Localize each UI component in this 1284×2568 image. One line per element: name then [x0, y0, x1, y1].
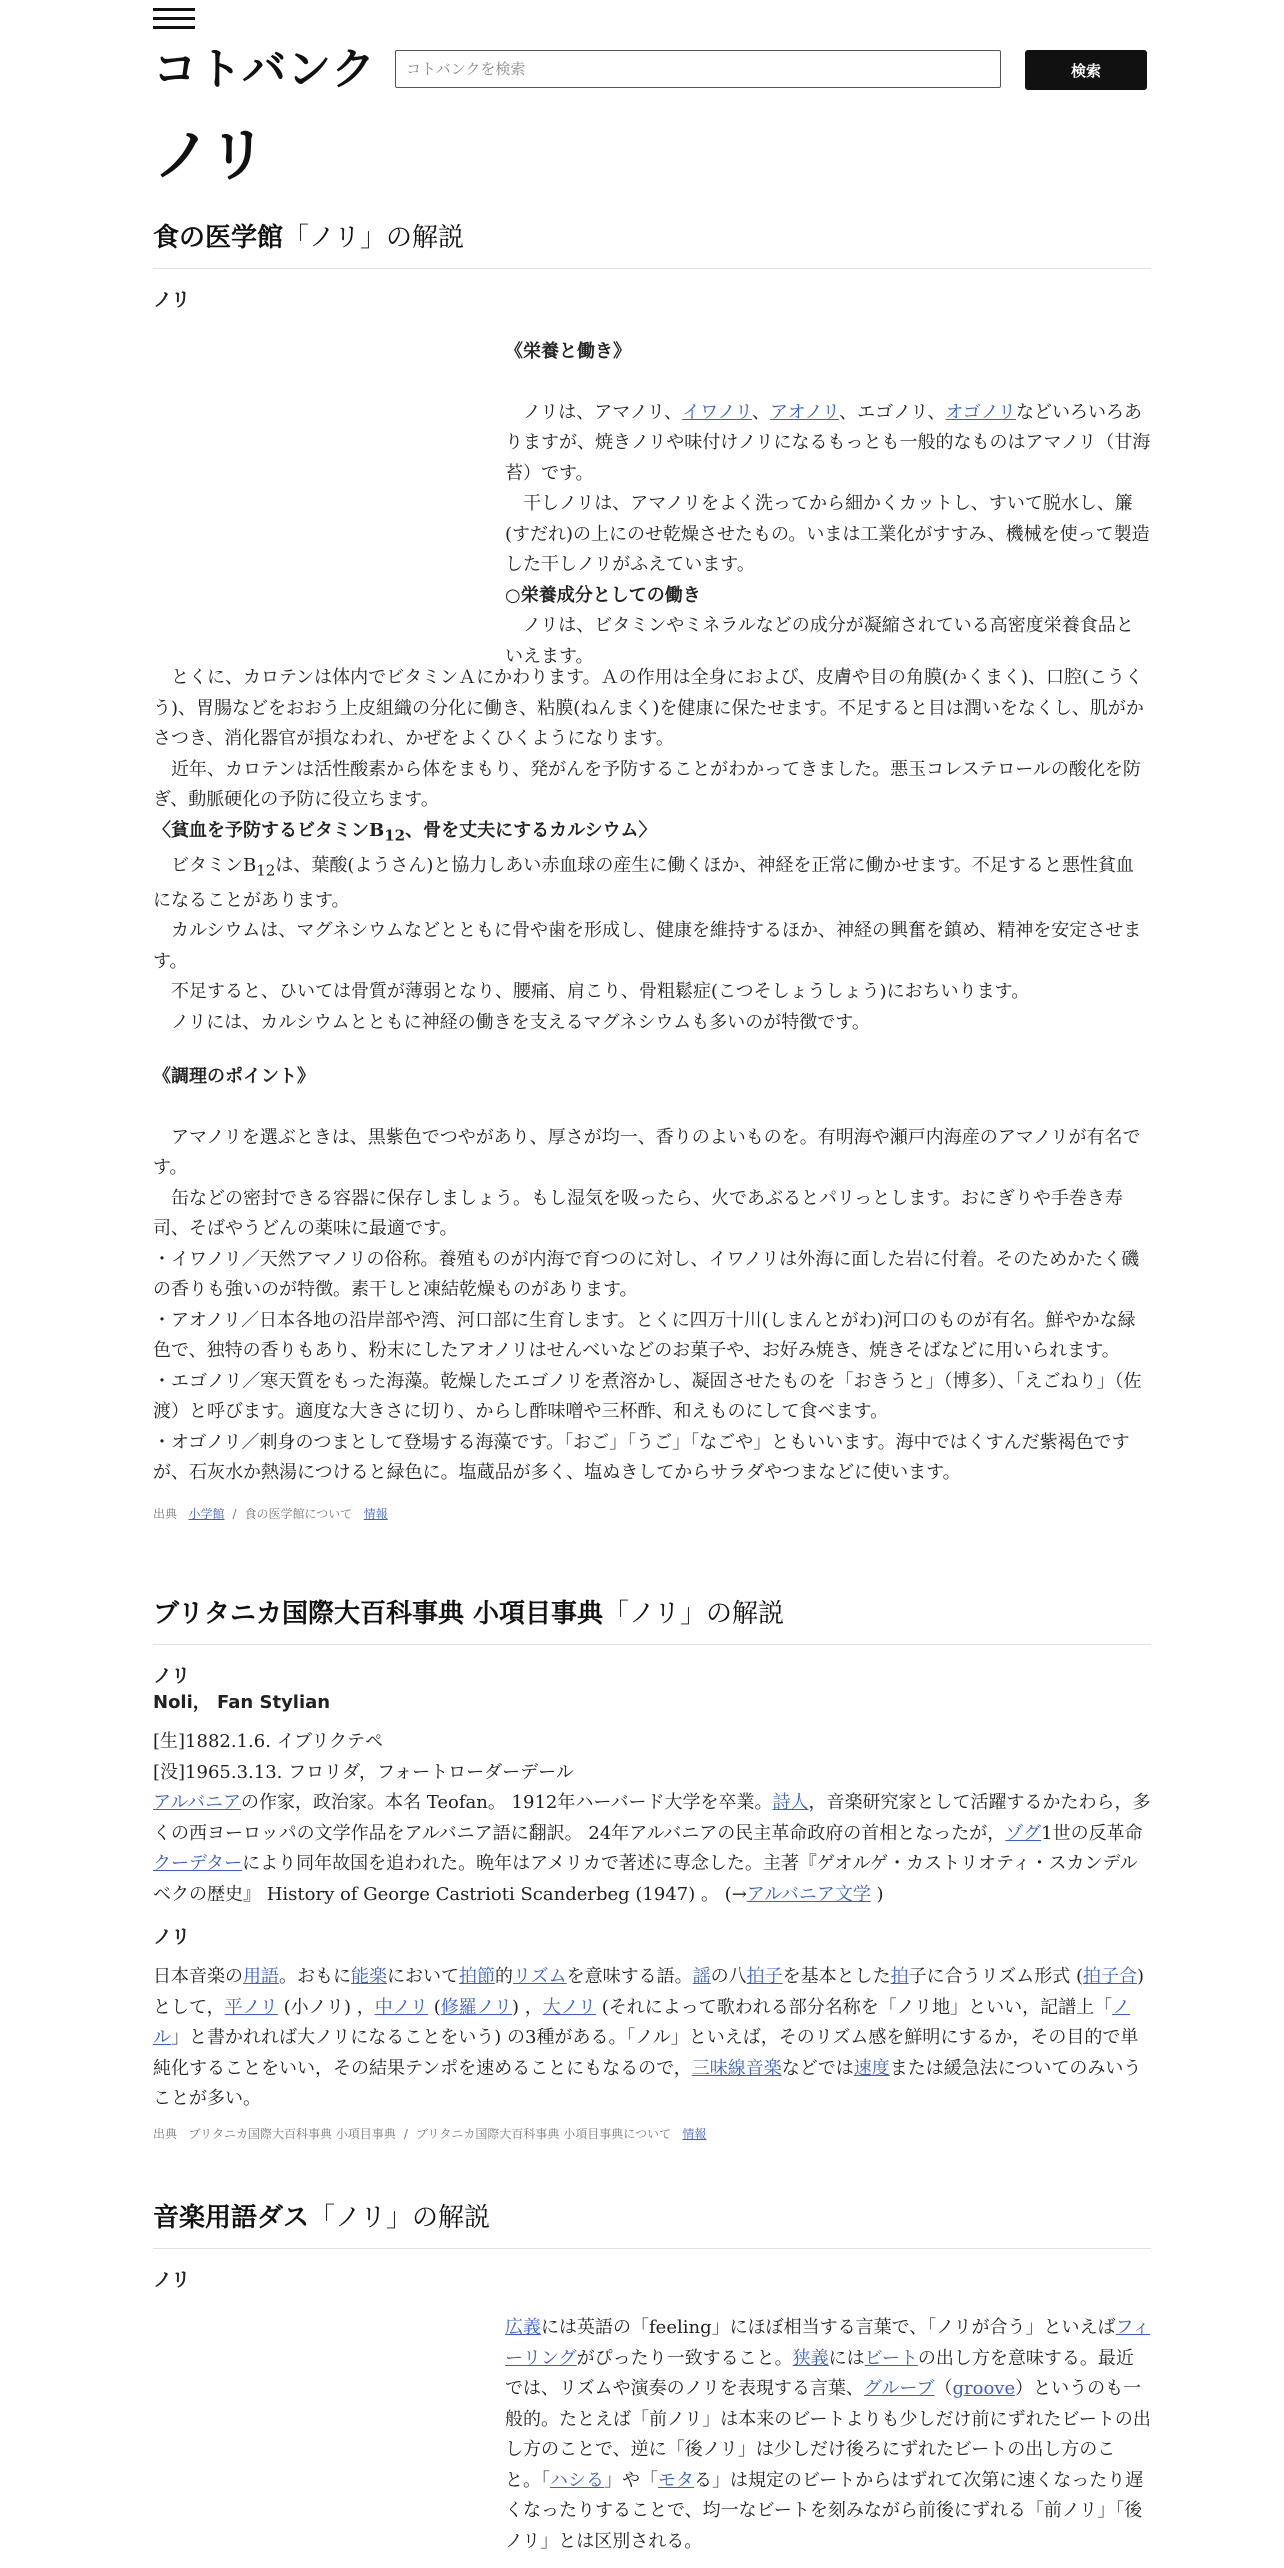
link-poet[interactable]: 詩人 [772, 1792, 809, 1813]
source-info-link[interactable]: 情報 [682, 2126, 707, 2141]
link-kougi[interactable]: 広義 [505, 2317, 541, 2338]
link-oo-nori[interactable]: 大ノリ [542, 1996, 597, 2018]
paragraph: ・アオノリ／日本各地の沿岸部や湾、河口部に生育します。とくに四万十川(しまんとがわ)河口のものが有名。鮮やかな緑色で、独特の香りもあり、粉末にしたアオノリはせんべいなどのお菓子や、お好み焼き、焼きそばなどに用いられます。 [153, 1309, 1136, 1362]
subheading-cooking: 《調理のポイント》 [153, 1066, 315, 1088]
link-hashiru[interactable]: ハシる [550, 2469, 604, 2491]
link-chu-nori[interactable]: 中ノリ [374, 1996, 428, 2018]
dictionary-name: 音楽用語ダス [153, 2203, 310, 2233]
paragraph: 近年、カロテンは活性酸素から体をまもり、発がんを予防することがわかってきました。悪玉コレステロールの酸化を防ぎ、動脈硬化の予防に役立ちます。 [153, 758, 1141, 810]
entry-body [505, 2313, 1151, 2557]
link-noru[interactable]: ノル [153, 1996, 1131, 2048]
dictionary-name: ブリタニカ国際大百科事典 小項目事典 [153, 1599, 604, 1629]
paragraph: カルシウムは、マグネシウムなどとともに骨や歯を形成し、健康を維持するほか、神経の興奮を鎮め、精神を安定させます。 [153, 920, 1142, 972]
section-heading [153, 2200, 1151, 2249]
paragraph: 干しノリは、アマノリをよく洗ってから細かくカットし、すいて脱水し、簾(すだれ)の上にのせ乾燥させたもの。いまは工業化がすすみ、機械を使って製造した干しノリがふえています。 [505, 493, 1150, 575]
link-groove[interactable]: グルーブ [863, 2378, 935, 2399]
entry-headword: ノリ [153, 1926, 191, 1948]
paragraph: 日本音楽の用語。おもに能楽において拍節的リズムを意味する語。謡の八拍子を基本とした拍子に合うリズム形式 (拍子合) として，平ノリ (小ノリ) ，中ノリ (修羅ノリ) ，大ノリ (それによって歌われる部分名称を「ノリ地」といい，記譜上「ノル」と書かれれば大ノリになることをいう) の3種がある。「ノル」といえば，そのリズム感を鮮明にするか，その目的で単純化することをいい，その結果テンポを速めることにもなるので，三味線音楽などでは速度または緩急法についてのみいうことが多い。 [153, 1966, 1145, 2109]
paragraph-lead: ノリは、ビタミンやミネラルなどの成分が凝縮されている高密度栄養食品といえます。 [505, 615, 1134, 667]
entry-english-name: Noli， Fan Stylian [153, 1692, 331, 1713]
section-heading [153, 1596, 1151, 1645]
death-line: [没]1965.3.13. フロリダ，フォートローダーデール [153, 1761, 574, 1783]
source-line: 出典 小学館 / 食の医学館について 情報 [153, 1506, 388, 1521]
paragraph: 広義には英語の「feeling」にほぼ相当する言葉で、「ノリが合う」といえばフィーリングがぴったり一致すること。狭義にはビートの出し方を意味する。最近では、リズムや演奏のノリを表現する言葉、グルーブ（groove）というのも一般的。たとえば「前ノリ」は本来のビートよりも少しだけ前にずれたビートの出し方のことで、逆に「後ノリ」は少しだけ後ろにずれたビートの出し方のこと。「ハシる」や「モタる」は規定のビートからはずれて次第に速くなったり遅くなったりすることで、均一なビートを刻みながら前後にずれる「前ノリ」「後ノリ」とは区別される。 [505, 2317, 1151, 2552]
heading-suffix: 「ノリ」の解説 [603, 1599, 784, 1629]
link-albanian-literature[interactable]: アルバニア文学 [746, 1883, 871, 1905]
heading-suffix: 「ノリ」の解説 [309, 2203, 490, 2233]
link-shamisen[interactable]: 三味線音楽 [691, 2057, 782, 2079]
link-term[interactable]: 用語 [243, 1966, 279, 1987]
link-albania[interactable]: アルバニア [153, 1792, 242, 1813]
paragraph: アマノリを選ぶときは、黒紫色でつやがあり、厚さが均一、香りのよいものを。有明海や瀬戸内海産のアマノリが有名です。 [153, 1126, 1141, 1179]
source-info-link[interactable]: 情報 [363, 1506, 388, 1521]
link-iwanori[interactable]: イワノリ [682, 401, 752, 423]
birth-line: [生]1882.1.6. イブリクテペ [153, 1731, 384, 1752]
link-noh[interactable]: 能楽 [351, 1966, 387, 1987]
link-coup[interactable]: クーデター [153, 1853, 243, 1874]
page-title: ノリ [153, 121, 267, 189]
site-logo[interactable]: コトバンク [153, 44, 377, 95]
source-line: 出典 ブリタニカ国際大百科事典 小項目事典 / ブリタニカ国際大百科事典 小項目事典について 情報 [153, 2126, 707, 2141]
paragraph: とくに、カロテンは体内でビタミンＡにかわります。Ａの作用は全身におよび、皮膚や目の角膜(かくまく)、口腔(こうくう)、胃腸などをおおう上皮組織の分化に働き、粘膜(ねんまく)を健康に保たせます。不足すると目は潤いをなくし、肌がかさつき、消化器官が損なわれ、かぜをよくひくようになります。 [153, 667, 1144, 749]
link-hyoshi[interactable]: 拍節 [459, 1966, 495, 1987]
section-ongaku-yougo [153, 2200, 1151, 2557]
entry-body [153, 1727, 1151, 1910]
link-beat[interactable]: ビート [864, 2347, 918, 2369]
paragraph: ノリは、アマノリ、イワノリ、アオノリ、エゴノリ、オゴノリなどいろいろありますが、焼きノリや味付けノリになるもっとも一般的なものはアマノリ（甘海苔）です。 [505, 401, 1151, 484]
paragraph: ・イワノリ／天然アマノリの俗称。養殖ものが内海で育つのに対し、イワノリは外海に面した岩に付着。そのためかたく磯の香りも強いのが特徴。素干しと凍結乾燥ものがあります。 [153, 1248, 1140, 1301]
link-utai[interactable]: 謡 [692, 1966, 711, 1987]
section-britannica [153, 1596, 1151, 2142]
paragraph: ・エゴノリ／寒天質をもった海藻。乾燥したエゴノリを煮溶かし、凝固させたものを「おきうと」（博多）、「えごねり」（佐渡）と呼びます。適度な大きさに切り、からし酢味噌や三杯酢、和えものにして食べます。 [153, 1370, 1142, 1423]
link-hira-nori[interactable]: 平ノリ [224, 1996, 278, 2018]
link-rhythm[interactable]: リズム [513, 1966, 567, 1987]
search-button[interactable]: 検索 [1025, 50, 1147, 90]
entry-body [153, 1962, 1151, 2115]
hamburger-menu-icon[interactable] [153, 8, 195, 34]
paragraph: ビタミン$B_{12}$は、葉酸(ようさん)と協力しあい赤血球の産生に働くほか、神経を正常に働かせます。不足すると悪性貧血になることがあります。 [153, 854, 1134, 911]
link-feeling[interactable]: フィーリング [505, 2317, 1151, 2369]
link-hyoshiai[interactable]: 拍子合 [1083, 1966, 1138, 1987]
link-hyoshi2[interactable]: 拍子 [746, 1966, 783, 1987]
link-haku[interactable]: 拍 [890, 1966, 909, 1987]
link-motaru[interactable]: モタ [658, 2469, 694, 2491]
link-zog[interactable]: ゾグ [1005, 1822, 1042, 1844]
paragraph: ノリには、カルシウムとともに神経の働きを支えるマグネシウムも多いのが特徴です。 [171, 1011, 870, 1033]
paragraph: ・オゴノリ／刺身のつまとして登場する海藻です。「おご」「うご」「なごや」ともいいます。海中ではくすんだ紫褐色ですが、石灰水か熱湯につけると緑色に。塩蔵品が多く、塩ぬきしてからサラダやつまなどに使います。 [153, 1431, 1130, 1484]
paragraph: 缶などの密封できる容器に保存しましょう。もし湿気を吸ったら、火であぶるとパリっとします。おにぎりや手巻き寿司、そばやうどんの薬味に最適です。 [153, 1187, 1123, 1240]
subheading-b12: 〈貧血を予防するビタミン$B_{12}$、骨を丈夫にするカルシウム〉 [153, 819, 657, 845]
dictionary-name: 食の医学館 [153, 223, 284, 253]
section-heading [153, 220, 1151, 269]
link-kyogi[interactable]: 狭義 [792, 2347, 829, 2369]
link-ogonori[interactable]: オゴノリ [945, 401, 1017, 423]
entry-body [153, 337, 1151, 672]
link-aonori[interactable]: アオノリ [769, 401, 840, 423]
section-shoku-no-igakukan [153, 220, 1151, 672]
paragraph: アルバニアの作家，政治家。本名 Teofan。 1912年ハーバード大学を卒業。詩人，音楽研究家として活躍するかたわら，多くの西ヨーロッパの文学作品をアルバニア語に翻訳。 24年アルバニアの民主革命政府の首相となったが，ゾグ1世の反革命クーデターにより同年故国を追われた。晩年はアメリカで著述に専念した。主著『ゲオルゲ・カストリオティ・スカンデルベクの歴史』 History of George Castrioti Scanderbeg (1947) 。 (→アルバニア文学 ) [153, 1792, 1151, 1905]
link-groove-en[interactable]: groove [952, 2378, 1016, 2399]
subheading-nutrition: 《栄養と働き》 [505, 341, 631, 362]
heading-suffix: 「ノリ」の解説 [283, 223, 464, 253]
entry-headword: ノリ [153, 1665, 191, 1687]
paragraph: 不足すると、ひいては骨質が薄弱となり、腰痛、肩こり、骨粗鬆症(こつそしょうしょう)におちいります。 [171, 981, 1030, 1003]
entry-headword: ノリ [153, 2269, 191, 2291]
link-shura-nori[interactable]: 修羅ノリ [440, 1996, 513, 2018]
link-speed[interactable]: 速度 [853, 2057, 890, 2079]
section-shoku-continued [153, 663, 1151, 1529]
subheading-component: ○栄養成分としての働き [505, 584, 701, 606]
source-publisher-link[interactable]: 小学館 [188, 1506, 225, 1521]
entry-headword: ノリ [153, 289, 191, 311]
search-input[interactable] [395, 50, 1001, 88]
